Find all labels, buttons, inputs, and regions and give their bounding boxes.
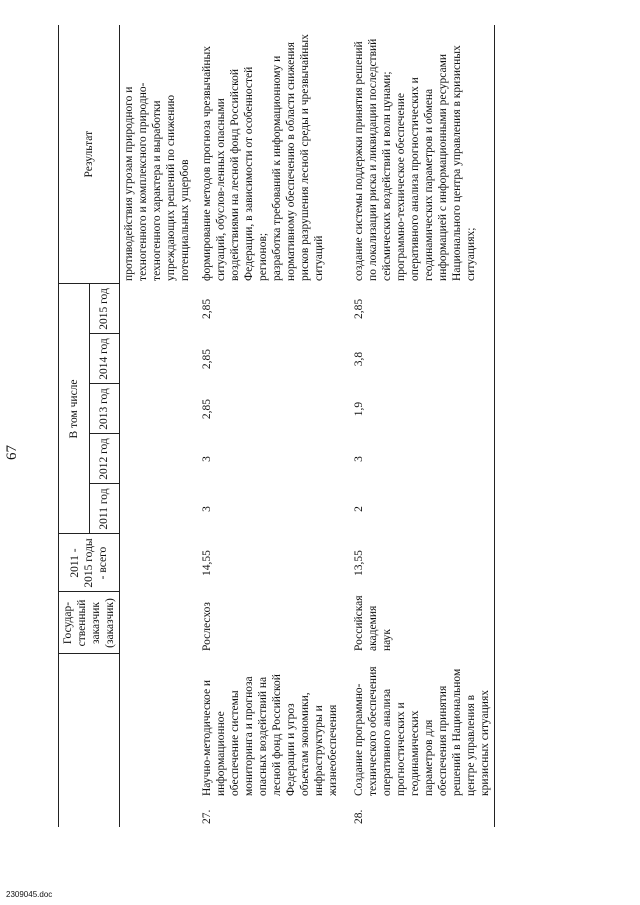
table-row-continuation: [120, 25, 199, 827]
header-result: Результат: [59, 25, 120, 284]
row-2011: 3: [201, 506, 214, 512]
row-2015: 2,85: [342, 284, 495, 334]
table-row: [198, 25, 342, 827]
row-2011: 2: [342, 484, 495, 534]
row-total: 13,55: [342, 534, 495, 592]
row-2015: 2,85: [201, 298, 214, 320]
header-year-2013: 2013 год: [89, 384, 120, 434]
table-row: [342, 25, 495, 827]
row-2014: 3,8: [342, 334, 495, 384]
row-result-line: разработка требований к информационному и нормативному обеспечению в области снижения рисков разрушения лесной среды и чрезвычайных ситуаций: [271, 34, 326, 281]
row-result-line: формирование методов прогноза чрезвычайных ситуаций, обуслов-ленных опасными воздействиями на лесной фонд Российской Федерации, в зависимости от особенностей регионов;: [201, 46, 270, 281]
page-number: 67: [4, 445, 20, 460]
row-2013: 2,85: [201, 398, 214, 420]
row-number: 27.: [201, 809, 214, 824]
row-result-line: создание системы поддержки принятия решений по локализации риска и ликвидации последствий сейсмических воздействий и волн цунами;: [353, 38, 394, 281]
row-2013: 1,9: [342, 384, 495, 434]
row-total: 14,55: [201, 550, 214, 576]
row-2014: 2,85: [201, 348, 214, 370]
document-filename: 2309045.doc: [6, 890, 53, 899]
header-total: 2011 - 2015 годы - всего: [59, 534, 120, 592]
row-result: [198, 25, 342, 284]
row-name: Научно-методическое и информационное обеспечение системы мониторинга и прогноза опасных воздействий на лесной фонд Российской Федерации и угроз объектам экономики, инфраструктуры и жизнеобеспечения: [201, 674, 340, 796]
continuation-result-text: противодействия угрозам природного и техногенного и комплексного природно-техногенного характера и выработки упреждающих решений по снижению потенциальных ущербов: [123, 82, 192, 281]
row-2012: 3: [201, 456, 214, 462]
header-year-2015: 2015 год: [89, 284, 120, 334]
header-blank: [59, 654, 120, 827]
row-customer: Российская академия наук: [342, 592, 495, 654]
row-customer: Рослесхоз: [201, 602, 214, 651]
row-name: Создание программно-технического обеспечения оперативного анализа прогностических и геодинамических параметров для обеспечения принятия решений в Национальном центре управления в кризисных ситуациях: [342, 654, 495, 799]
row-number: 28.: [342, 799, 495, 827]
row-2012: 3: [342, 434, 495, 484]
header-year-2011: 2011 год: [89, 484, 120, 534]
header-including: В том числе: [59, 284, 90, 534]
program-table: [58, 25, 495, 827]
header-customer: Государ-ственный заказчик (заказчик): [59, 592, 120, 654]
row-result: [342, 25, 495, 284]
row-result-line: программно-техническое обеспечение оперативного анализа прогностических и геодинамических параметров и обмена информацией с информационными ресурсами Национального центра управления в кризисных ситуациях;: [395, 45, 478, 281]
header-year-2012: 2012 год: [89, 434, 120, 484]
header-year-2014: 2014 год: [89, 334, 120, 384]
